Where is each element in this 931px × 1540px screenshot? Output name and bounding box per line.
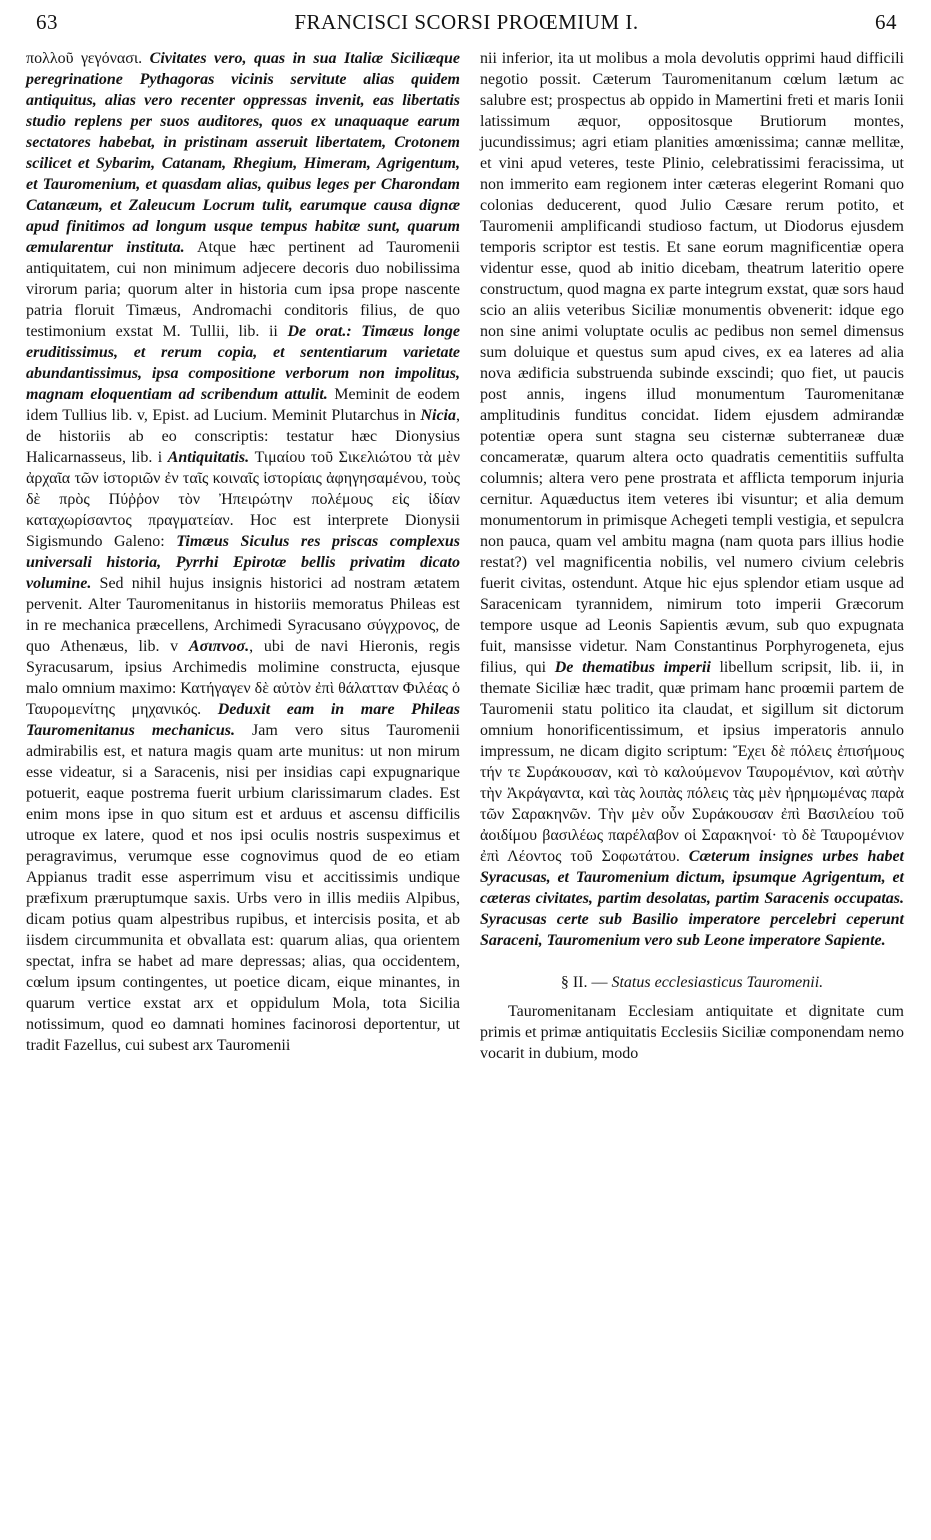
- left-column: [26, 48, 460, 1056]
- italic-run: De orat.: Timæus longe eruditissimus, et rerum copia, et sententiarum varietate abundantissimus, ipsa compositione verborum non impolitus, magnam eloquentiam ad scribendum attulit.: [26, 323, 460, 403]
- text-run: Tauromenitanam Ecclesiam antiquitate et dignitate cum primis et primæ antiquitatis Ecclesiis Siciliæ componendam nemo vocarit in dubium, modo: [480, 1003, 904, 1062]
- text-run: nii inferior, ita ut molibus a mola devolutis opprimi haud difficili negotio possit. Cæterum Tauromenitanum cœlum lætum ac salubre est; prospectus ab oppido in Mamertini freti et maris Ionii latissimum æquor, oppositosque Brutiorum montes, jucundissimus; agri etiam planities amœnissima; cannæ mellitæ, et vini apud veteres, teste Plinio, celebratissimi feracissima, ut non immerito eam regionem inter cæteras elegerint Romani quo colonias deducerent, quod Julio Cæsare rerum potito, et Tauromenii amplificandi studioso factum, ut Diodorus ejusdem temporis scriptor est testis. Et sane eorum magnificentiæ opera videntur esse, quod ab initio dicebam, theatrum lateritio opere constructum, quod magna ex parte integrum exstat, quæ sors haud scio an aliis veteribus Siciliæ monumentis obvenerit: idque ego non sine animi voluptate oculis ac pedibus non semel dimensus sum doluique et questus sum apud cives, ex ea lateres ad alia nova ædificia substruenda subinde exscindi; quo fiet, ut paucis post annis, ingens illud monumentum Tauromenitanæ amplitudinis funditus concidat. Iidem ejusdem admirandæ potentiæ opera sunt stagna seu cisternæ subterraneæ duæ concameratæ, quarum altera octo quadratis cementitiis suffulta columnis; altera vero pene prostrata et afflicta temporum injuria cernitur. Aquæductus item veteres ibi visuntur; et alia demum monumentorum in primisque Achegeti templi vestigia, et sepulcra non pauca, quam vel ambitu magna (nam quota pars illius hodie restat?) vel magnificentia nobilis, vel numero civium celebris fuerit civitas, ostendunt. Atque hic ejus splendor etiam usque ad Saracenicam tyrannidem, nimirum toto imperii Græcorum tempore usque ad Leonis Sapientis ævum, sub quo expugnata fuit, mansisse videtur. Nam Constantinus Porphyrogeneta, ejus filius, qui: [480, 50, 904, 676]
- section-heading: [480, 972, 904, 993]
- text-run: Τιμαίου τοῦ Σικελιώτου τὰ μὲν ἀρχαῖα τῶν ἱστοριῶν ἐν ταῖς κοιναῖς ἱστορίαις ἀφηγησαμένου, τοὺς δὲ πρὸς Πύῤῥον τὸν Ἠπειρώτην πολέμους εἰς ἰδίαν καταχωρίσαντος πραγματείαν. Hoc est interprete Dionysii Sigismundo Galeno:: [26, 449, 461, 550]
- italic-run: Antiquitatis.: [167, 449, 250, 466]
- italic-run: Timæus Siculus res priscas complexus universali historia, Pyrrhi Epirotæ bellis privatim dicato volumine.: [26, 533, 460, 592]
- paragraph: [26, 48, 460, 1056]
- page-number-right: 64: [875, 10, 897, 34]
- section-number: § II. —: [560, 974, 612, 991]
- italic-run: Nicia: [420, 407, 456, 424]
- text-run: libellum scripsit, lib. ii, in themate Siciliæ hæc tradit, quæ primam hanc proœmii partem de Tauromenii statu politico ita claudat, et sigillum sit dictorum omnium honorificentissimum, et ipsius imperatoris annulo impressum, ne dicam digito scriptum: Ἔχει δὲ πόλεις ἐπισήμους τήν τε Συράκουσαν, καὶ τὸ καλούμενον Ταυρομένιον, καὶ αὐτὴν τὴν Ἀκράγαντα, καὶ τὰς λοιπὰς πόλεις τὰς μὲν ἠρημωμένας παρὰ τῶν Σαρακηνῶν. Τὴν μὲν οὖν Συράκουσαν ἐπὶ Βασιλείου τοῦ ἀοιδίμου βασιλέως παρέλαβον οἱ Σαρακηνοί· τὸ δὲ Ταυρομένιον ἐπὶ Λέοντος τοῦ Σοφωτάτου.: [480, 659, 905, 865]
- paragraph: [480, 48, 904, 951]
- text-run: Meminit de eodem idem Tullius lib. v, Epist. ad Lucium. Meminit Plutarchus in: [26, 386, 460, 424]
- section-title: Status ecclesiasticus Tauromenii.: [611, 974, 824, 991]
- page-header: [36, 10, 897, 40]
- text-run: Jam vero situs Tauromenii admirabilis est, et natura magis quam arte munitus: ut non mirum esse videatur, si a Saracenis, nisi per insidias capi expugnarique potuerit, eaque postrema fuerit urbium clarissimarum clades. Est enim mons ipse in quo situm est et arduus et ascensu difficilis utroque ex latere, quod et nos ipsi oculis nostris suspeximus et peragravimus, verumque esse cognovimus quod de eo etiam Appianus tradit esse asperrimum visu et accitissimis undique præfixum præruptumque saxis. Urbs vero in illis mediis Alpibus, dicam potius quam alpestribus rupibus, et intercisis posita, et ab iisdem circummunita et obvallata est: quarum alias, qua orientem spectat, infra se habet ad mare depressas; alias, qua occidentem, cœlum ipsum contingentes, ut poetice dicam, eique minantes, in quarum vertice exstat arx et oppidulum Mola, tota Sicilia notissimum, quod eo damnati homines facinorosi deportentur, ut tradit Fazellus, cui subest arx Tauromenii: [26, 722, 460, 1054]
- text-run: Atque hæc pertinent ad Tauromenii antiquitatem, cui non minimum adjecere decoris duo nobilissima virorum paria; quorum alter in historia cum ipsa prope nascente patria floruit Timæus, Andromachi conditoris filius, de quo testimonium exstat M. Tullii, lib. ii: [26, 239, 460, 340]
- text-run: πολλοῦ γεγόνασι.: [26, 50, 150, 67]
- text-run: , ubi de navi Hieronis, regis Syracusarum, ipsius Archimedis molimine constructa, ejusque malo omnium maximo: Κατήγαγεν δὲ αὐτὸν ἐπὶ θάλατταν Φιλέας ὁ Ταυρομενίτης μηχανικός.: [26, 638, 460, 718]
- text-run: , de historiis ab eo conscriptis: testatur hæc Dionysius Halicarnasseus, lib. i: [26, 407, 460, 466]
- italic-run: Civitates vero, quas in sua Italiæ Siciliæque peregrinatione Pythagoras vicinis servitute alias quidem antiquitus, alias vero recenter oppressas invenit, eas libertatis studio replens per suos auditores, quos ex unaquaque earum sectatores habebat, in pristinam asseruit libertatem, Crotonem scilicet et Sybarim, Catanam, Rhegium, Himeram, Agrigentum, et Tauromenium, et quasdam alias, quibus leges per Charondam Catanæum, et Zaleucum Locrum tulit, earumque causa dignæ apud finitimos ad longum usque tempus habitæ sunt, quarum æmularentur instituta.: [26, 50, 461, 256]
- italic-run: De thematibus imperii: [554, 659, 711, 676]
- text-run: Sed nihil hujus insignis historici ad nostram ætatem pervenit. Alter Tauromenitanus in historiis memoratus Phileas est in re mechanica præcellens, Archimedi Syracusano σύγχρονος, de quo Athenæus, lib. v: [26, 575, 460, 655]
- italic-run: Ασιπνοσ.: [188, 638, 250, 655]
- italic-run: Cæterum insignes urbes habet Syracusas, et Tauromenium dictum, ipsumque Agrigentum, et cæteras civitates, partim desolatas, partim Saracenis occupatas. Syracusas certe sub Basilio imperatore percelebri ceperunt Saraceni, Tauromenium vero sub Leone imperatore Sapiente.: [480, 848, 904, 949]
- right-column: [480, 48, 904, 1064]
- paragraph: [480, 1001, 904, 1064]
- running-title: FRANCISCI SCORSI PROŒMIUM I.: [294, 10, 639, 34]
- page-number-left: 63: [36, 10, 58, 34]
- italic-run: Deduxit eam in mare Phileas Tauromenitanus mechanicus.: [26, 701, 461, 739]
